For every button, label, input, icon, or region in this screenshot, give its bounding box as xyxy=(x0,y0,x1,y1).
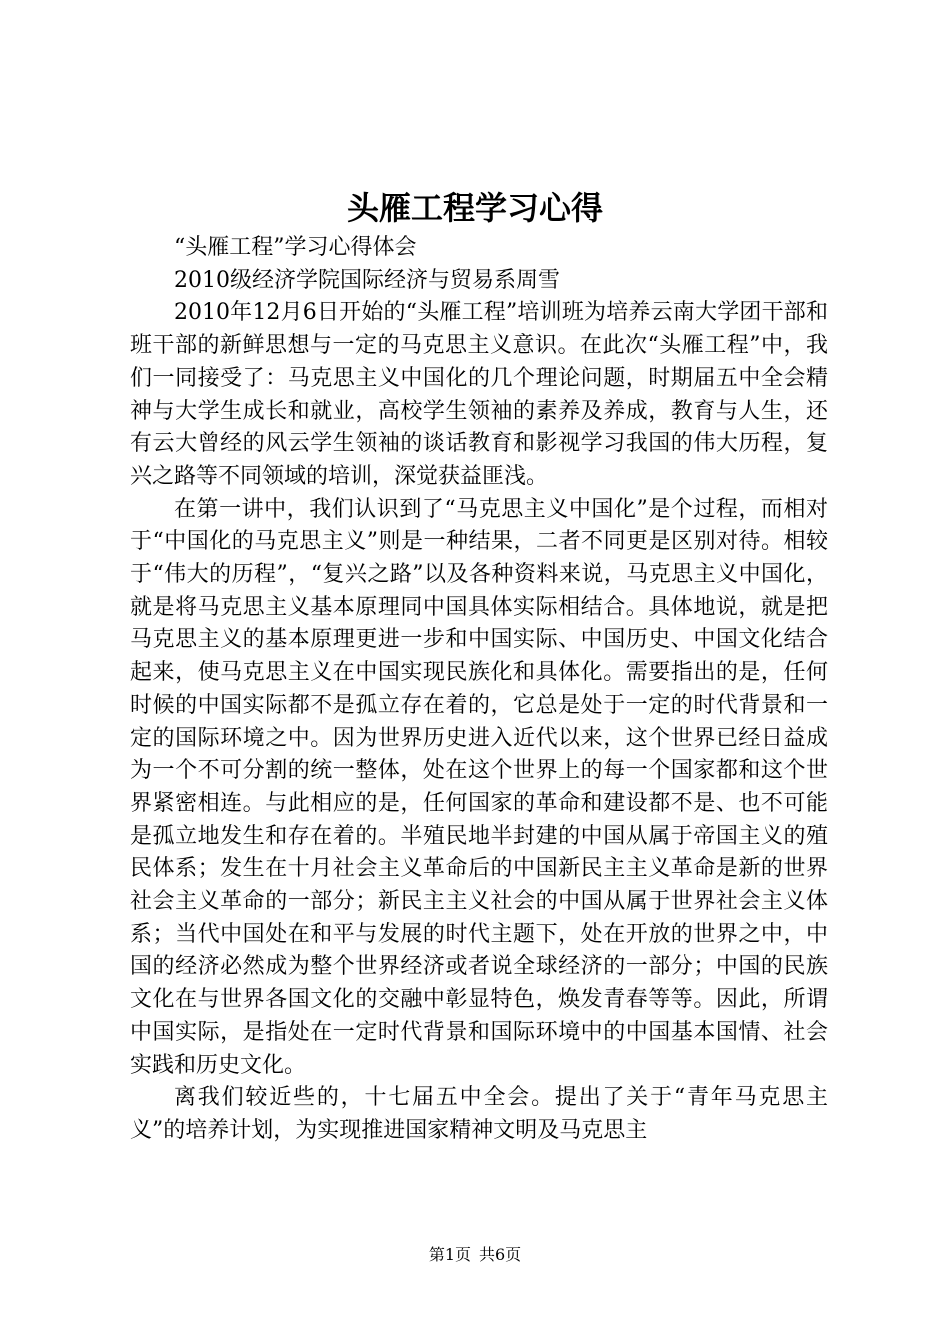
document-body xyxy=(130,232,828,1148)
author-line: 2010级经济学院国际经济与贸易系周雪 xyxy=(174,267,560,293)
body-paragraph: 离我们较近些的，十七届五中全会。提出了关于“青年马克思主义”的培养计划，为实现推进国家精神文明及马克思主 xyxy=(130,1085,828,1143)
subtitle: “头雁工程”学习心得体会 xyxy=(174,235,417,260)
page-number: 第1页 xyxy=(428,1245,471,1264)
page-total: 共6页 xyxy=(479,1245,522,1264)
body-paragraph: 2010年12月6日开始的“头雁工程”培训班为培养云南大学团干部和班干部的新鲜思想与一定的马克思主义意识。在此次“头雁工程”中，我们一同接受了：马克思主义中国化的几个理论问题，时期届五中全会精神与大学生成长和就业，高校学生领袖的素养及养成，教育与人生，还有云大曾经的风云学生领袖的谈话教育和影视学习我国的伟大历程，复兴之路等不同领域的培训，深觉获益匪浅。 xyxy=(130,300,828,489)
page-footer xyxy=(0,1244,950,1266)
body-paragraph: 在第一讲中，我们认识到了“马克思主义中国化”是个过程，而相对于“中国化的马克思主义”则是一种结果，二者不同更是区别对待。相较于“伟大的历程”，“复兴之路”以及各种资料来说，马克思主义中国化，就是将马克思主义基本原理同中国具体实际相结合。具体地说，就是把马克思主义的基本原理更进一步和中国实际、中国历史、中国文化结合起来，使马克思主义在中国实现民族化和具体化。需要指出的是，任何时候的中国实际都不是孤立存在着的，它总是处于一定的时代背景和一定的国际环境之中。因为世界历史进入近代以来，这个世界已经日益成为一个不可分割的统一整体，处在这个世界上的每一个国家都和这个世界紧密相连。与此相应的是，任何国家的革命和建设都不是、也不可能是孤立地发生和存在着的。半殖民地半封建的中国从属于帝国主义的殖民体系；发生在十月社会主义革命后的中国新民主主义革命是新的世界社会主义革命的一部分；新民主主义社会的中国从属于世界社会主义体系；当代中国处在和平与发展的时代主题下，处在开放的世界之中，中国的经济必然成为整个世界经济或者说全球经济的一部分；中国的民族文化在与世界各国文化的交融中彰显特色，焕发青春等等。因此，所谓中国实际，是指处在一定时代背景和国际环境中的中国基本国情、社会实践和历史文化。 xyxy=(130,496,828,1078)
page-title: 头雁工程学习心得 xyxy=(346,189,603,227)
